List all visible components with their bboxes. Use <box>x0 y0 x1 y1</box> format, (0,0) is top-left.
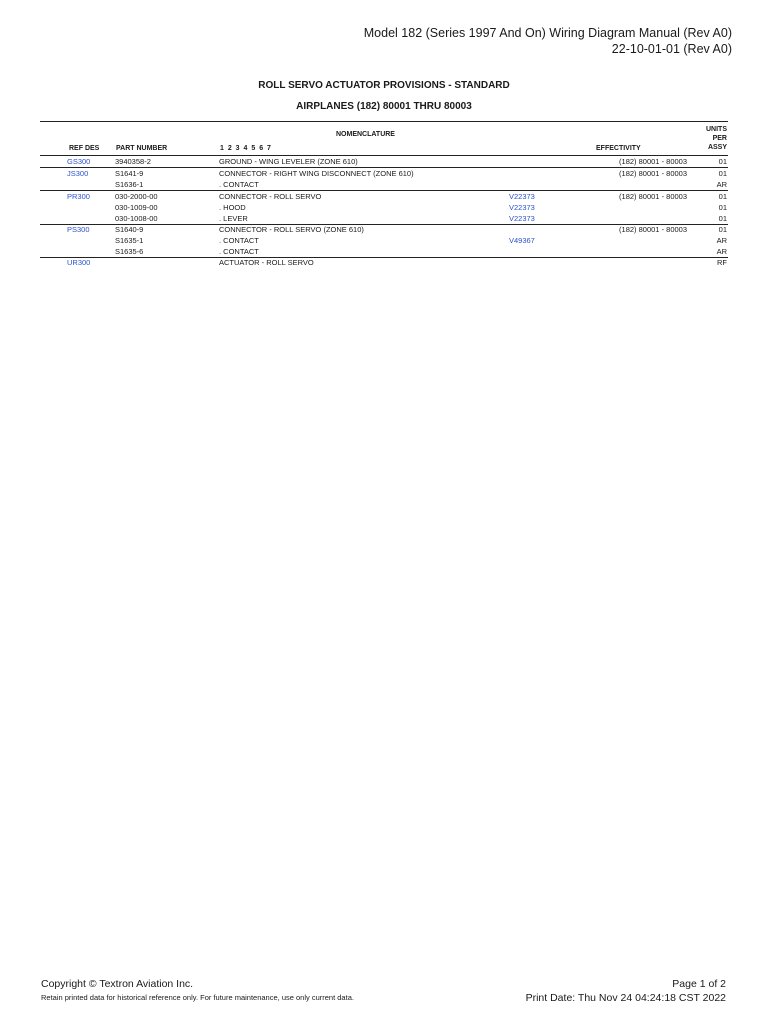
units-per-assy: RF <box>717 258 727 267</box>
table-row <box>0 213 768 224</box>
table-row <box>0 246 768 257</box>
col-units-line-1: UNITS <box>706 126 727 133</box>
ref-des-link[interactable]: PS300 <box>67 225 90 234</box>
part-number: S1635-6 <box>115 247 144 256</box>
vendor-link[interactable]: V22373 <box>509 214 535 223</box>
ref-des-link[interactable]: PR300 <box>67 192 90 201</box>
part-number: 030-1009-00 <box>115 203 158 212</box>
units-per-assy: AR <box>716 236 727 245</box>
col-indent-levels: 1 2 3 4 5 6 7 <box>220 145 272 152</box>
nomenclature: CONNECTOR - ROLL SERVO (ZONE 610) <box>219 225 364 234</box>
part-number: S1635-1 <box>115 236 144 245</box>
col-ref-des: REF DES <box>69 145 100 152</box>
part-number: S1636-1 <box>115 180 144 189</box>
nomenclature: . LEVER <box>219 214 248 223</box>
col-units-line-2: PER <box>712 135 727 142</box>
nomenclature: . CONTACT <box>219 180 259 189</box>
col-part-number: PART NUMBER <box>116 145 168 152</box>
table-row <box>0 156 768 167</box>
part-number: S1641-9 <box>115 169 144 178</box>
units-per-assy: 01 <box>718 157 727 166</box>
col-effectivity: EFFECTIVITY <box>596 145 641 152</box>
retention-notice: Retain printed data for historical reference only. For future maintenance, use only current data. <box>41 993 354 1002</box>
col-nomenclature: NOMENCLATURE <box>336 131 395 138</box>
part-number: 030-1008-00 <box>115 214 158 223</box>
page-number: Page 1 of 2 <box>672 978 726 990</box>
ref-des-link[interactable]: GS300 <box>67 157 91 166</box>
nomenclature: . CONTACT <box>219 236 259 245</box>
section-number: 22-10-01-01 (Rev A0) <box>611 42 732 56</box>
print-date: Print Date: Thu Nov 24 04:24:18 CST 2022 <box>525 992 726 1004</box>
vendor-link[interactable]: V22373 <box>509 192 535 201</box>
nomenclature: CONNECTOR - ROLL SERVO <box>219 192 322 201</box>
units-per-assy: 01 <box>718 203 727 212</box>
part-number: 030-2000-00 <box>115 192 158 201</box>
ref-des-link[interactable]: UR300 <box>67 258 91 267</box>
vendor-link[interactable]: V49367 <box>509 236 535 245</box>
table-row <box>0 191 768 202</box>
nomenclature: CONNECTOR - RIGHT WING DISCONNECT (ZONE 610) <box>219 169 414 178</box>
part-number: 3940358-2 <box>115 157 151 166</box>
nomenclature: . HOOD <box>219 203 246 212</box>
col-units-line-3: ASSY <box>707 144 727 151</box>
table-row <box>0 235 768 246</box>
units-per-assy: AR <box>716 180 727 189</box>
col-units-per-assy <box>690 125 727 152</box>
part-number: S1640-9 <box>115 225 144 234</box>
units-per-assy: 01 <box>718 214 727 223</box>
table-top-rule <box>40 121 728 122</box>
table-row <box>0 179 768 190</box>
effectivity: (182) 80001 - 80003 <box>619 169 687 178</box>
units-per-assy: AR <box>716 247 727 256</box>
ref-des-link[interactable]: JS300 <box>67 169 89 178</box>
copyright: Copyright © Textron Aviation Inc. <box>41 978 194 990</box>
vendor-link[interactable]: V22373 <box>509 203 535 212</box>
effectivity: (182) 80001 - 80003 <box>619 225 687 234</box>
units-per-assy: 01 <box>718 192 727 201</box>
effectivity: (182) 80001 - 80003 <box>619 157 687 166</box>
units-per-assy: 01 <box>718 225 727 234</box>
table-row <box>0 202 768 213</box>
table-row <box>0 168 768 179</box>
table-row <box>0 224 768 235</box>
nomenclature: . CONTACT <box>219 247 259 256</box>
table-row <box>0 257 768 268</box>
units-per-assy: 01 <box>718 169 727 178</box>
nomenclature: GROUND - WING LEVELER (ZONE 610) <box>219 157 358 166</box>
effectivity: (182) 80001 - 80003 <box>619 192 687 201</box>
manual-title: Model 182 (Series 1997 And On) Wiring Diagram Manual (Rev A0) <box>363 26 732 40</box>
page-subtitle: AIRPLANES (182) 80001 THRU 80003 <box>296 101 472 112</box>
document-header <box>364 25 732 57</box>
nomenclature: ACTUATOR - ROLL SERVO <box>219 258 314 267</box>
page-title: ROLL SERVO ACTUATOR PROVISIONS - STANDARD <box>258 80 510 91</box>
